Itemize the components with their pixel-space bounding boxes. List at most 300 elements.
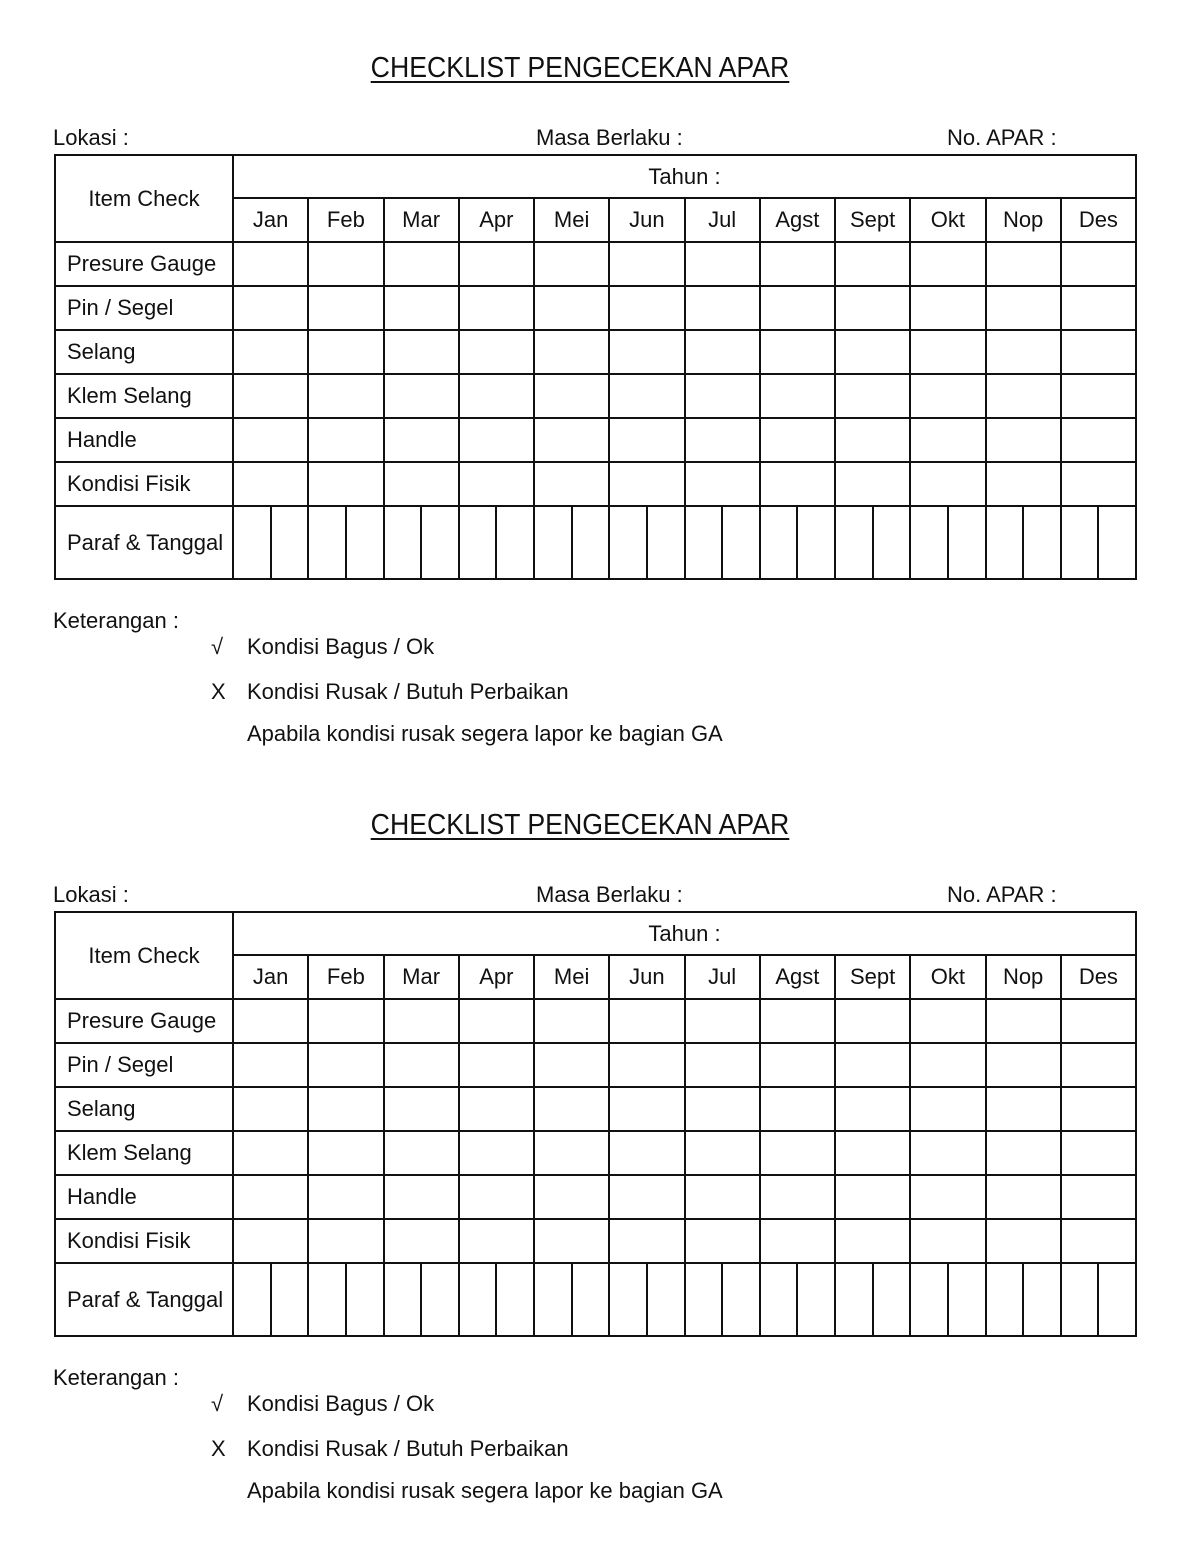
check-cell[interactable] [910, 242, 985, 286]
check-cell[interactable] [534, 330, 609, 374]
month-header-cell: Jan [233, 198, 308, 242]
check-cell[interactable] [534, 1043, 609, 1087]
check-cell[interactable] [910, 1087, 985, 1131]
check-cell[interactable] [910, 330, 985, 374]
check-cell[interactable] [835, 286, 910, 330]
check-cell[interactable] [760, 1219, 835, 1263]
check-cell[interactable] [986, 374, 1061, 418]
check-cell[interactable] [609, 999, 684, 1043]
paraf-field[interactable] [836, 1264, 874, 1335]
paraf-field[interactable] [309, 507, 347, 578]
check-cell[interactable] [308, 462, 383, 506]
table-row [55, 286, 1136, 330]
check-cell[interactable] [233, 999, 308, 1043]
check-cell[interactable] [1061, 1219, 1136, 1263]
check-cell[interactable] [835, 330, 910, 374]
check-cell[interactable] [986, 242, 1061, 286]
check-cell[interactable] [685, 1043, 760, 1087]
month-header-cell: Nop [986, 198, 1061, 242]
check-cell[interactable] [459, 330, 534, 374]
check-cell[interactable] [609, 1219, 684, 1263]
paraf-field[interactable] [686, 1264, 724, 1335]
paraf-cell[interactable] [384, 1263, 459, 1336]
check-cell[interactable] [986, 418, 1061, 462]
check-cell[interactable] [459, 418, 534, 462]
table-row [55, 1043, 1136, 1087]
paraf-cell[interactable] [1061, 506, 1136, 579]
check-cell[interactable] [986, 286, 1061, 330]
tahun-header: Tahun : [233, 155, 1136, 198]
paraf-field[interactable] [610, 507, 648, 578]
check-cell[interactable] [685, 462, 760, 506]
check-cell[interactable] [308, 242, 383, 286]
table-row [55, 1219, 1136, 1263]
keterangan-label: Keterangan : [53, 608, 179, 633]
check-cell[interactable] [384, 1087, 459, 1131]
check-cell[interactable] [986, 1087, 1061, 1131]
month-header-cell: Jun [609, 198, 684, 242]
check-cell[interactable] [986, 1043, 1061, 1087]
check-cell[interactable] [685, 1175, 760, 1219]
check-cell[interactable] [534, 418, 609, 462]
month-header-cell: Feb [308, 955, 383, 999]
tanggal-field[interactable] [949, 507, 985, 578]
paraf-field[interactable] [535, 1264, 573, 1335]
paraf-field[interactable] [761, 507, 799, 578]
paraf-cell[interactable] [760, 1263, 835, 1336]
check-cell[interactable] [910, 462, 985, 506]
paraf-field[interactable] [234, 507, 272, 578]
check-cell[interactable] [534, 1219, 609, 1263]
check-cell[interactable] [534, 242, 609, 286]
month-header-cell: Sept [835, 198, 910, 242]
check-cell[interactable] [308, 418, 383, 462]
tanggal-field[interactable] [798, 1264, 834, 1335]
paraf-field[interactable] [460, 1264, 498, 1335]
check-cell[interactable] [609, 286, 684, 330]
legend-ok-text: Kondisi Bagus / Ok [247, 634, 435, 659]
month-header-cell: Jan [233, 955, 308, 999]
check-cell[interactable] [308, 286, 383, 330]
check-cell[interactable] [986, 1131, 1061, 1175]
item-label: Kondisi Fisik [55, 462, 233, 506]
check-cell[interactable] [760, 1131, 835, 1175]
paraf-label: Paraf & Tanggal [55, 506, 233, 579]
check-cell[interactable] [609, 1087, 684, 1131]
check-cell[interactable] [986, 1175, 1061, 1219]
month-header-cell: Jun [609, 955, 684, 999]
check-cell[interactable] [760, 374, 835, 418]
check-cell[interactable] [835, 999, 910, 1043]
check-cell[interactable] [384, 330, 459, 374]
check-cell[interactable] [233, 1219, 308, 1263]
paraf-field[interactable] [686, 507, 724, 578]
check-cell[interactable] [534, 462, 609, 506]
paraf-cell[interactable] [384, 506, 459, 579]
check-cell[interactable] [760, 1175, 835, 1219]
legend-note: Apabila kondisi rusak segera lapor ke bagian GA [247, 721, 723, 746]
check-cell[interactable] [233, 462, 308, 506]
masa-berlaku-field-label: Masa Berlaku : [536, 125, 683, 150]
check-cell[interactable] [308, 999, 383, 1043]
check-cell[interactable] [534, 1175, 609, 1219]
check-cell[interactable] [835, 1219, 910, 1263]
check-cell[interactable] [835, 1087, 910, 1131]
check-cell[interactable] [609, 374, 684, 418]
check-cell[interactable] [233, 374, 308, 418]
paraf-cell[interactable] [910, 506, 985, 579]
form-title [46, 52, 1113, 85]
paraf-cell[interactable] [1061, 1263, 1136, 1336]
month-header-cell: Sept [835, 955, 910, 999]
legend-note: Apabila kondisi rusak segera lapor ke bagian GA [247, 1478, 723, 1503]
paraf-cell[interactable] [308, 1263, 383, 1336]
month-header-cell: Mar [384, 955, 459, 999]
month-header-cell: Des [1061, 198, 1136, 242]
check-cell[interactable] [1061, 1043, 1136, 1087]
check-cell[interactable] [760, 462, 835, 506]
check-cell[interactable] [459, 374, 534, 418]
no-apar-field-label: No. APAR : [947, 125, 1057, 150]
check-cell[interactable] [986, 462, 1061, 506]
paraf-cell[interactable] [534, 1263, 609, 1336]
keterangan-label: Keterangan : [53, 1365, 179, 1390]
check-cell[interactable] [685, 374, 760, 418]
check-cell[interactable] [760, 242, 835, 286]
checkmark-icon: √ [211, 1391, 224, 1416]
check-cell[interactable] [760, 418, 835, 462]
paraf-field[interactable] [911, 1264, 949, 1335]
tanggal-field[interactable] [723, 1264, 759, 1335]
month-header-cell: Okt [910, 198, 985, 242]
table-row [55, 374, 1136, 418]
tanggal-field[interactable] [1024, 1264, 1060, 1335]
check-cell[interactable] [1061, 462, 1136, 506]
month-header-cell: Apr [459, 955, 534, 999]
table-row [55, 242, 1136, 286]
check-cell[interactable] [534, 999, 609, 1043]
lokasi-field-label: Lokasi : [53, 882, 129, 907]
tanggal-field[interactable] [347, 1264, 383, 1335]
check-cell[interactable] [910, 1131, 985, 1175]
check-cell[interactable] [233, 1043, 308, 1087]
check-cell[interactable] [910, 1219, 985, 1263]
tanggal-field[interactable] [1099, 507, 1135, 578]
item-label: Klem Selang [55, 1131, 233, 1175]
item-label: Kondisi Fisik [55, 1219, 233, 1263]
month-header-cell: Jul [685, 198, 760, 242]
paraf-field[interactable] [987, 507, 1025, 578]
check-cell[interactable] [233, 1175, 308, 1219]
check-cell[interactable] [534, 374, 609, 418]
check-cell[interactable] [1061, 242, 1136, 286]
check-cell[interactable] [685, 1087, 760, 1131]
check-cell[interactable] [986, 999, 1061, 1043]
check-cell[interactable] [685, 999, 760, 1043]
check-cell[interactable] [384, 1219, 459, 1263]
month-header-cell: Nop [986, 955, 1061, 999]
paraf-cell[interactable] [609, 506, 684, 579]
check-cell[interactable] [534, 286, 609, 330]
check-cell[interactable] [233, 1131, 308, 1175]
paraf-field[interactable] [385, 507, 423, 578]
check-cell[interactable] [233, 1087, 308, 1131]
paraf-cell[interactable] [233, 506, 308, 579]
paraf-field[interactable] [460, 507, 498, 578]
tanggal-field[interactable] [573, 1264, 609, 1335]
paraf-field[interactable] [309, 1264, 347, 1335]
item-check-header: Item Check [55, 155, 233, 242]
paraf-cell[interactable] [986, 506, 1061, 579]
check-cell[interactable] [459, 242, 534, 286]
check-cell[interactable] [986, 1219, 1061, 1263]
check-cell[interactable] [308, 1175, 383, 1219]
check-cell[interactable] [459, 1175, 534, 1219]
check-cell[interactable] [1061, 374, 1136, 418]
check-cell[interactable] [384, 374, 459, 418]
paraf-cell[interactable] [459, 506, 534, 579]
paraf-cell[interactable] [685, 1263, 760, 1336]
check-cell[interactable] [685, 242, 760, 286]
checklist-table [54, 911, 1137, 1337]
check-cell[interactable] [835, 462, 910, 506]
paraf-cell[interactable] [534, 506, 609, 579]
paraf-cell[interactable] [760, 506, 835, 579]
paraf-cell[interactable] [986, 1263, 1061, 1336]
check-cell[interactable] [835, 1175, 910, 1219]
check-cell[interactable] [835, 1131, 910, 1175]
tanggal-field[interactable] [949, 1264, 985, 1335]
checkmark-icon: √ [211, 634, 224, 659]
table-row [55, 1087, 1136, 1131]
legend-ok [211, 634, 434, 660]
check-cell[interactable] [760, 1043, 835, 1087]
check-cell[interactable] [308, 1219, 383, 1263]
legend-bad-text: Kondisi Rusak / Butuh Perbaikan [247, 679, 569, 704]
month-header-cell: Des [1061, 955, 1136, 999]
check-cell[interactable] [384, 286, 459, 330]
tanggal-field[interactable] [648, 507, 684, 578]
check-cell[interactable] [910, 418, 985, 462]
check-cell[interactable] [609, 1131, 684, 1175]
paraf-field[interactable] [836, 507, 874, 578]
check-cell[interactable] [910, 1043, 985, 1087]
table-row [55, 1175, 1136, 1219]
check-cell[interactable] [459, 999, 534, 1043]
check-cell[interactable] [384, 1175, 459, 1219]
check-cell[interactable] [384, 418, 459, 462]
month-header-cell: Mei [534, 198, 609, 242]
month-header-cell: Okt [910, 955, 985, 999]
check-cell[interactable] [685, 1219, 760, 1263]
check-cell[interactable] [459, 1131, 534, 1175]
tanggal-field[interactable] [874, 507, 910, 578]
cross-icon: X [211, 1436, 226, 1461]
paraf-field[interactable] [385, 1264, 423, 1335]
check-cell[interactable] [308, 374, 383, 418]
tanggal-field[interactable] [422, 507, 458, 578]
check-cell[interactable] [308, 1043, 383, 1087]
tanggal-field[interactable] [272, 1264, 308, 1335]
month-header-cell: Jul [685, 955, 760, 999]
tanggal-field[interactable] [573, 507, 609, 578]
check-cell[interactable] [835, 242, 910, 286]
item-label: Selang [55, 330, 233, 374]
paraf-cell[interactable] [308, 506, 383, 579]
check-cell[interactable] [760, 286, 835, 330]
check-cell[interactable] [910, 286, 985, 330]
check-cell[interactable] [534, 1087, 609, 1131]
check-cell[interactable] [685, 1131, 760, 1175]
table-row [55, 330, 1136, 374]
paraf-field[interactable] [911, 507, 949, 578]
tanggal-field[interactable] [798, 507, 834, 578]
tanggal-field[interactable] [1024, 507, 1060, 578]
no-apar-field-label: No. APAR : [947, 882, 1057, 907]
check-cell[interactable] [459, 1043, 534, 1087]
tanggal-field[interactable] [272, 507, 308, 578]
item-label: Selang [55, 1087, 233, 1131]
paraf-field[interactable] [234, 1264, 272, 1335]
legend-bad [211, 1436, 569, 1462]
paraf-label: Paraf & Tanggal [55, 1263, 233, 1336]
month-header-cell: Mei [534, 955, 609, 999]
legend-ok-text: Kondisi Bagus / Ok [247, 1391, 435, 1416]
item-label: Pin / Segel [55, 286, 233, 330]
check-cell[interactable] [1061, 418, 1136, 462]
check-cell[interactable] [609, 418, 684, 462]
paraf-cell[interactable] [835, 506, 910, 579]
check-cell[interactable] [609, 1043, 684, 1087]
paraf-cell[interactable] [459, 1263, 534, 1336]
month-header-cell: Agst [760, 198, 835, 242]
paraf-field[interactable] [1062, 1264, 1100, 1335]
tanggal-field[interactable] [497, 507, 533, 578]
cross-icon: X [211, 679, 226, 704]
item-label: Pin / Segel [55, 1043, 233, 1087]
table-row [55, 418, 1136, 462]
check-cell[interactable] [308, 1131, 383, 1175]
check-cell[interactable] [534, 1131, 609, 1175]
tanggal-field[interactable] [874, 1264, 910, 1335]
check-cell[interactable] [1061, 999, 1136, 1043]
legend-bad-text: Kondisi Rusak / Butuh Perbaikan [247, 1436, 569, 1461]
form-title-text: CHECKLIST PENGECEKAN APAR [370, 52, 790, 84]
check-cell[interactable] [308, 1087, 383, 1131]
check-cell[interactable] [384, 242, 459, 286]
check-cell[interactable] [609, 242, 684, 286]
tahun-header: Tahun : [233, 912, 1136, 955]
form-title [46, 809, 1113, 842]
legend-bad [211, 679, 569, 705]
table-row [55, 462, 1136, 506]
check-cell[interactable] [1061, 1131, 1136, 1175]
table-row [55, 1131, 1136, 1175]
check-cell[interactable] [986, 330, 1061, 374]
check-cell[interactable] [233, 242, 308, 286]
check-cell[interactable] [910, 999, 985, 1043]
item-check-header: Item Check [55, 912, 233, 999]
check-cell[interactable] [760, 330, 835, 374]
check-cell[interactable] [910, 374, 985, 418]
item-label: Presure Gauge [55, 242, 233, 286]
check-cell[interactable] [233, 330, 308, 374]
check-cell[interactable] [308, 330, 383, 374]
paraf-cell[interactable] [835, 1263, 910, 1336]
check-cell[interactable] [835, 418, 910, 462]
item-label: Handle [55, 418, 233, 462]
tanggal-field[interactable] [422, 1264, 458, 1335]
paraf-cell[interactable] [609, 1263, 684, 1336]
paraf-cell[interactable] [685, 506, 760, 579]
checklist-table [54, 154, 1137, 580]
item-label: Handle [55, 1175, 233, 1219]
checklist-form-2 [0, 757, 1200, 1514]
check-cell[interactable] [835, 374, 910, 418]
check-cell[interactable] [685, 286, 760, 330]
paraf-field[interactable] [761, 1264, 799, 1335]
check-cell[interactable] [760, 999, 835, 1043]
check-cell[interactable] [1061, 330, 1136, 374]
check-cell[interactable] [760, 1087, 835, 1131]
check-cell[interactable] [1061, 286, 1136, 330]
check-cell[interactable] [609, 462, 684, 506]
paraf-field[interactable] [535, 507, 573, 578]
tanggal-field[interactable] [497, 1264, 533, 1335]
paraf-cell[interactable] [910, 1263, 985, 1336]
month-header-cell: Mar [384, 198, 459, 242]
check-cell[interactable] [459, 1219, 534, 1263]
paraf-field[interactable] [610, 1264, 648, 1335]
month-header-cell: Feb [308, 198, 383, 242]
check-cell[interactable] [384, 999, 459, 1043]
tanggal-field[interactable] [1099, 1264, 1135, 1335]
tanggal-field[interactable] [648, 1264, 684, 1335]
tanggal-field[interactable] [347, 507, 383, 578]
paraf-cell[interactable] [233, 1263, 308, 1336]
check-cell[interactable] [384, 1131, 459, 1175]
check-cell[interactable] [835, 1043, 910, 1087]
masa-berlaku-field-label: Masa Berlaku : [536, 882, 683, 907]
check-cell[interactable] [384, 462, 459, 506]
month-header-cell: Apr [459, 198, 534, 242]
check-cell[interactable] [233, 418, 308, 462]
table-row [55, 999, 1136, 1043]
check-cell[interactable] [609, 330, 684, 374]
check-cell[interactable] [609, 1175, 684, 1219]
check-cell[interactable] [1061, 1087, 1136, 1131]
check-cell[interactable] [685, 330, 760, 374]
tanggal-field[interactable] [723, 507, 759, 578]
check-cell[interactable] [459, 286, 534, 330]
paraf-row [55, 1263, 1136, 1336]
item-label: Klem Selang [55, 374, 233, 418]
check-cell[interactable] [459, 1087, 534, 1131]
lokasi-field-label: Lokasi : [53, 125, 129, 150]
check-cell[interactable] [233, 286, 308, 330]
check-cell[interactable] [1061, 1175, 1136, 1219]
check-cell[interactable] [910, 1175, 985, 1219]
legend-ok [211, 1391, 434, 1417]
paraf-field[interactable] [1062, 507, 1100, 578]
form-title-text: CHECKLIST PENGECEKAN APAR [370, 809, 790, 841]
check-cell[interactable] [685, 418, 760, 462]
month-header-cell: Agst [760, 955, 835, 999]
check-cell[interactable] [384, 1043, 459, 1087]
paraf-field[interactable] [987, 1264, 1025, 1335]
checklist-form-1 [0, 0, 1200, 757]
check-cell[interactable] [459, 462, 534, 506]
